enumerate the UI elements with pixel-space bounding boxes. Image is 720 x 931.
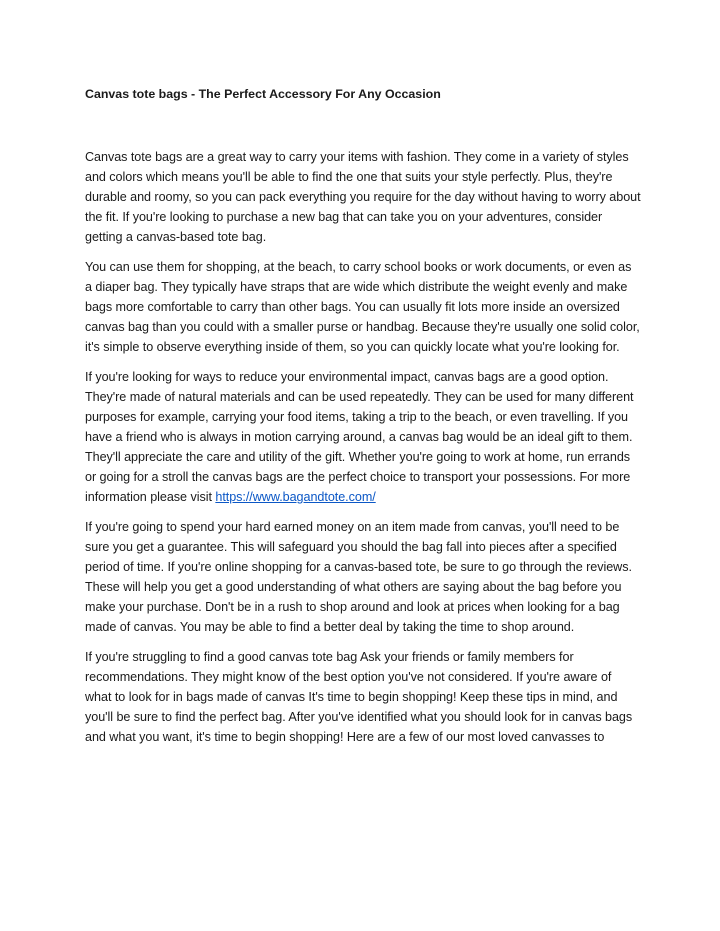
paragraph-3-text: If you're looking for ways to reduce your environmental impact, canvas bags are a good option. They're made of natural materials and can be used repeatedly. They can be used for many different purposes for example, carrying your food items, taking a trip to the beach, or even travelling. If you have a friend who is always in motion carrying around, a canvas bag would be an ideal gift to them. They'll appreciate the care and utility of the gift. Whether you're going to work at home, run errands or going for a stroll the canvas bags are the perfect choice to transport your possessions. For more information please visit bbox=[85, 370, 634, 504]
bagandtote-link[interactable]: https://www.bagandtote.com/ bbox=[215, 490, 376, 504]
document-body bbox=[85, 147, 641, 757]
paragraph-1: Canvas tote bags are a great way to carry your items with fashion. They come in a variety of styles and colors which means you'll be able to find the one that suits your style perfectly. Plus, they're durable and roomy, so you can pack everything you require for the day without having to worry about the fit. If you're looking to purchase a new bag that can take you on your adventures, consider getting a canvas-based tote bag. bbox=[85, 150, 641, 244]
paragraph-4: If you're going to spend your hard earned money on an item made from canvas, you'll need to be sure you get a guarantee. This will safeguard you should the bag fall into pieces after a specified period of time. If you're online shopping for a canvas-based tote, be sure to go through the reviews. These will help you get a good understanding of what others are saying about the bag before you make your purchase. Don't be in a rush to shop around and look at prices when looking for a bag made of canvas. You may be able to find a better deal by taking the time to shop around. bbox=[85, 520, 632, 634]
document-title: Canvas tote bags - The Perfect Accessory For Any Occasion bbox=[85, 87, 441, 101]
paragraph-3 bbox=[85, 367, 641, 507]
paragraph-2: You can use them for shopping, at the beach, to carry school books or work documents, or even as a diaper bag. They typically have straps that are wide which distribute the weight evenly and make bags more comfortable to carry than other bags. You can usually fit lots more inside an oversized canvas bag than you could with a smaller purse or handbag. Because they're usually one solid color, it's simple to observe everything inside of them, so you can quickly locate what you're looking for. bbox=[85, 260, 640, 354]
paragraph-5: If you're struggling to find a good canvas tote bag Ask your friends or family members for recommendations. They might know of the best option you've not considered. If you're aware of what to look for in bags made of canvas It's time to begin shopping! Keep these tips in mind, and you'll be sure to find the perfect bag. After you've identified what you should look for in canvas bags and what you want, it's time to begin shopping! Here are a few of our most loved canvasses to bbox=[85, 650, 633, 744]
